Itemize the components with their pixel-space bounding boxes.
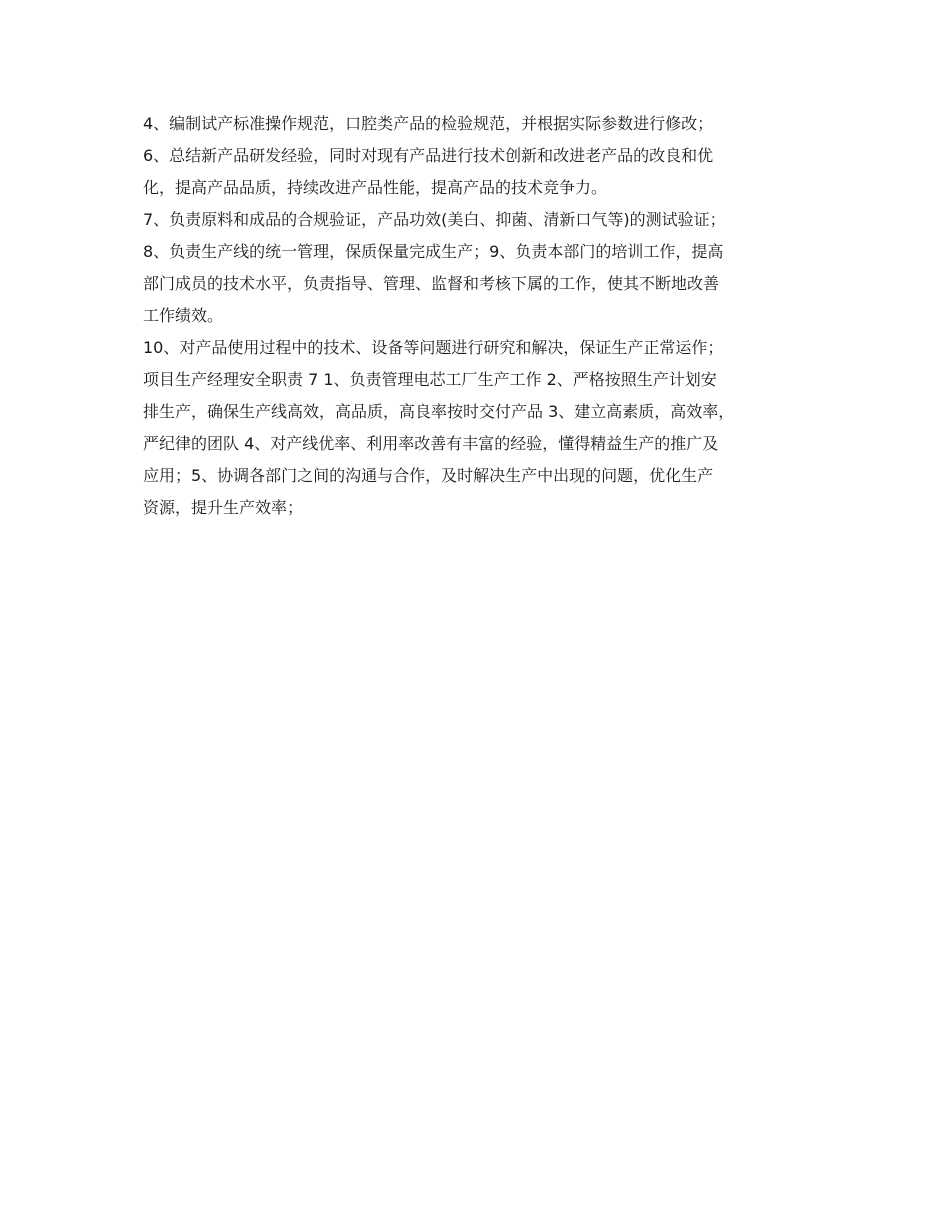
text-line: 4、编制试产标准操作规范，口腔类产品的检验规范，并根据实际参数进行修改； [143,114,714,133]
text-line: 8、负责生产线的统一管理，保质保量完成生产；9、负责本部门的培训工作，提高 [143,242,724,261]
text-line: 项目生产经理安全职责 7 1、负责管理电芯工厂生产工作 2、严格按照生产计划安 [143,370,717,389]
text-line: 应用；5、协调各部门之间的沟通与合作，及时解决生产中出现的问题，优化生产 [143,466,714,485]
text-line: 严纪律的团队 4、对产线优率、利用率改善有丰富的经验，懂得精益生产的推广及 [143,434,719,453]
text-line: 7、负责原料和成品的合规验证，产品功效(美白、抑菌、清新口气等)的测试验证； [143,210,726,229]
text-line: 10、对产品使用过程中的技术、设备等问题进行研究和解决，保证生产正常运作； [143,338,724,357]
text-line: 化，提高产品品质，持续改进产品性能，提高产品的技术竞争力。 [143,178,608,197]
text-line: 排生产，确保生产线高效，高品质，高良率按时交付产品 3、建立高素质，高效率， [143,402,735,421]
text-line: 部门成员的技术水平，负责指导、管理、监督和考核下属的工作，使其不断地改善 [143,274,720,293]
text-line: 6、总结新产品研发经验，同时对现有产品进行技术创新和改进老产品的改良和优 [143,146,714,165]
text-line: 工作绩效。 [143,306,224,325]
document-body [143,108,823,524]
text-line: 资源，提升生产效率； [143,498,304,517]
